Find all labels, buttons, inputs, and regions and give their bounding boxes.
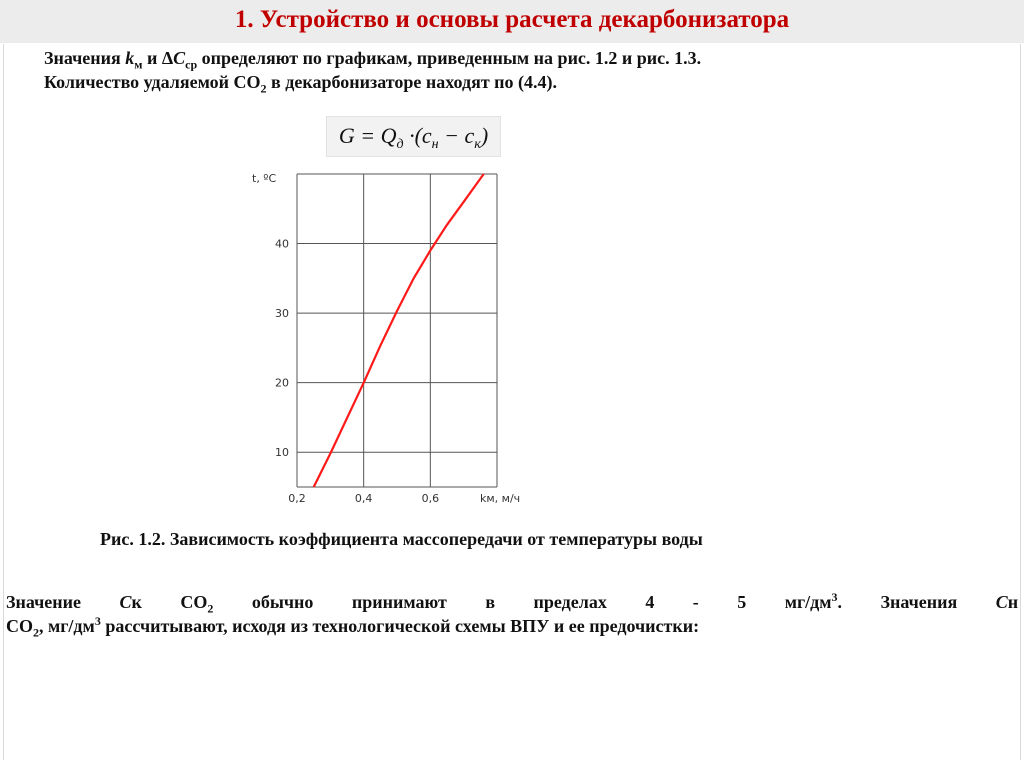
second-line-1 [6,590,1018,614]
intro-line-2 [44,70,944,94]
formula-lhs: G = Q [338,123,397,148]
formula-part: ·(c [403,123,432,148]
text: СО [6,616,33,636]
y-axis-label: t, ºC [252,172,277,185]
y-tick-label: 30 [275,307,289,321]
text: Значение [6,592,82,612]
text: н [1007,592,1019,612]
x-tick-label: 0,4 [354,492,373,505]
second-line-2 [6,614,1018,638]
text: рассчитывают, исходя из технологической схемы ВПУ и ее предочистки: [100,616,700,636]
formula-sub: д [396,137,404,152]
text: Значения [44,48,126,68]
x-tick-label: 0,6 [421,492,440,505]
chart [250,160,550,520]
y-tick-label: 10 [275,446,289,460]
c-symbol: С [119,592,132,612]
co2-subscript: 2 [207,601,214,616]
intro-paragraph [44,46,944,94]
co2-subscript: 2 [33,625,39,640]
formula [327,123,500,153]
text: Количество удаляемой СО [44,72,261,92]
text: мг/дм [784,592,832,612]
intro-line-1 [44,46,944,70]
y-tick-label: 40 [275,237,289,251]
x-axis-label: kм, м/ч [480,492,521,505]
c-symbol: C [173,48,186,68]
text: в декарбонизаторе находят по (4.4). [266,72,558,92]
text: обычно [251,592,314,612]
formula-part: − c [438,123,475,148]
text: 4 [645,592,655,612]
slide-title: 1. Устройство и основы расчета декарбонизатора [234,6,790,33]
k-symbol: k [125,48,135,68]
x-tick-label: 0,2 [288,492,306,505]
text: в [485,592,496,612]
text: пределах [533,592,607,612]
text: принимают [351,592,447,612]
formula-part: ) [480,123,489,148]
text: - [692,592,699,612]
text: определяют по графикам, приведенным на рис. 1.2 и рис. 1.3. [197,48,702,68]
formula-sub: к [474,137,481,152]
superscript: 3 [831,590,838,604]
c-symbol: С [995,592,1008,612]
formula-sub: н [431,137,439,152]
k-subscript: м [134,57,143,72]
formula-box [326,116,501,157]
text: к СО [131,592,208,612]
second-paragraph [6,590,1018,638]
text: . Значения [837,592,958,612]
superscript: 3 [94,614,101,628]
text: , мг/дм [39,616,95,636]
figure-caption: Рис. 1.2. Зависимость коэффициента массопередачи от температуры воды [100,529,703,549]
series-line [314,174,484,487]
text: 5 [737,592,747,612]
text: и Δ [142,48,174,68]
y-tick-label: 20 [275,376,289,390]
co2-subscript: 2 [260,81,267,96]
c-subscript: ср [185,57,198,72]
